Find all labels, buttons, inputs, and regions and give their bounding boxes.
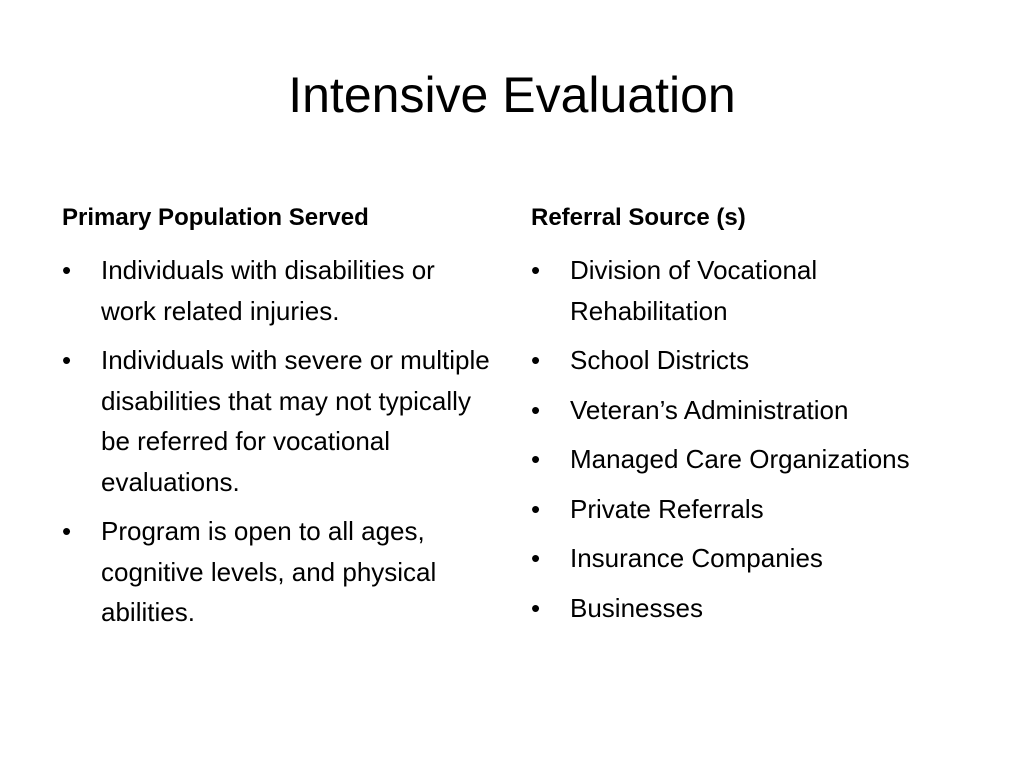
referral-source-list xyxy=(531,250,971,628)
list-item xyxy=(531,390,971,431)
bullet-icon: • xyxy=(62,255,72,285)
bullet-icon: • xyxy=(62,516,72,546)
bullet-icon: • xyxy=(531,543,541,573)
list-item-text: Managed Care Organizations xyxy=(570,444,910,474)
list-item xyxy=(531,250,971,331)
list-item-text: Program is open to all ages, cognitive levels, and physical abilities. xyxy=(101,516,437,627)
slide-title: Intensive Evaluation xyxy=(288,67,736,123)
list-item-text: Insurance Companies xyxy=(570,543,823,573)
primary-population-column xyxy=(62,200,492,642)
list-item xyxy=(531,588,971,629)
bullet-icon: • xyxy=(531,394,541,425)
list-item xyxy=(62,511,492,633)
bullet-icon: • xyxy=(531,493,541,524)
list-item-text: Individuals with severe or multiple disabilities that may not typically be referred for vocational evaluations. xyxy=(101,345,490,497)
list-item xyxy=(531,489,971,530)
list-item xyxy=(531,538,971,579)
bullet-icon: • xyxy=(531,592,541,623)
primary-population-list xyxy=(62,250,492,633)
list-item-text: Individuals with disabilities or work related injuries. xyxy=(101,255,435,326)
bullet-icon: • xyxy=(531,444,541,474)
referral-source-column xyxy=(531,200,971,637)
list-item xyxy=(62,250,492,331)
list-item xyxy=(531,439,971,480)
list-item-text: Veteran’s Administration xyxy=(570,394,849,425)
list-item-text: Private Referrals xyxy=(570,493,764,524)
list-item-text: School Districts xyxy=(570,345,750,375)
bullet-icon: • xyxy=(531,255,541,285)
bullet-icon: • xyxy=(62,345,72,375)
referral-source-heading: Referral Source (s) xyxy=(531,204,746,231)
list-item-text: Division of Vocational Rehabilitation xyxy=(570,255,818,326)
list-item xyxy=(531,340,971,381)
list-item-text: Businesses xyxy=(570,592,703,623)
bullet-icon: • xyxy=(531,345,541,375)
primary-population-heading: Primary Population Served xyxy=(62,204,369,231)
list-item xyxy=(62,340,492,502)
